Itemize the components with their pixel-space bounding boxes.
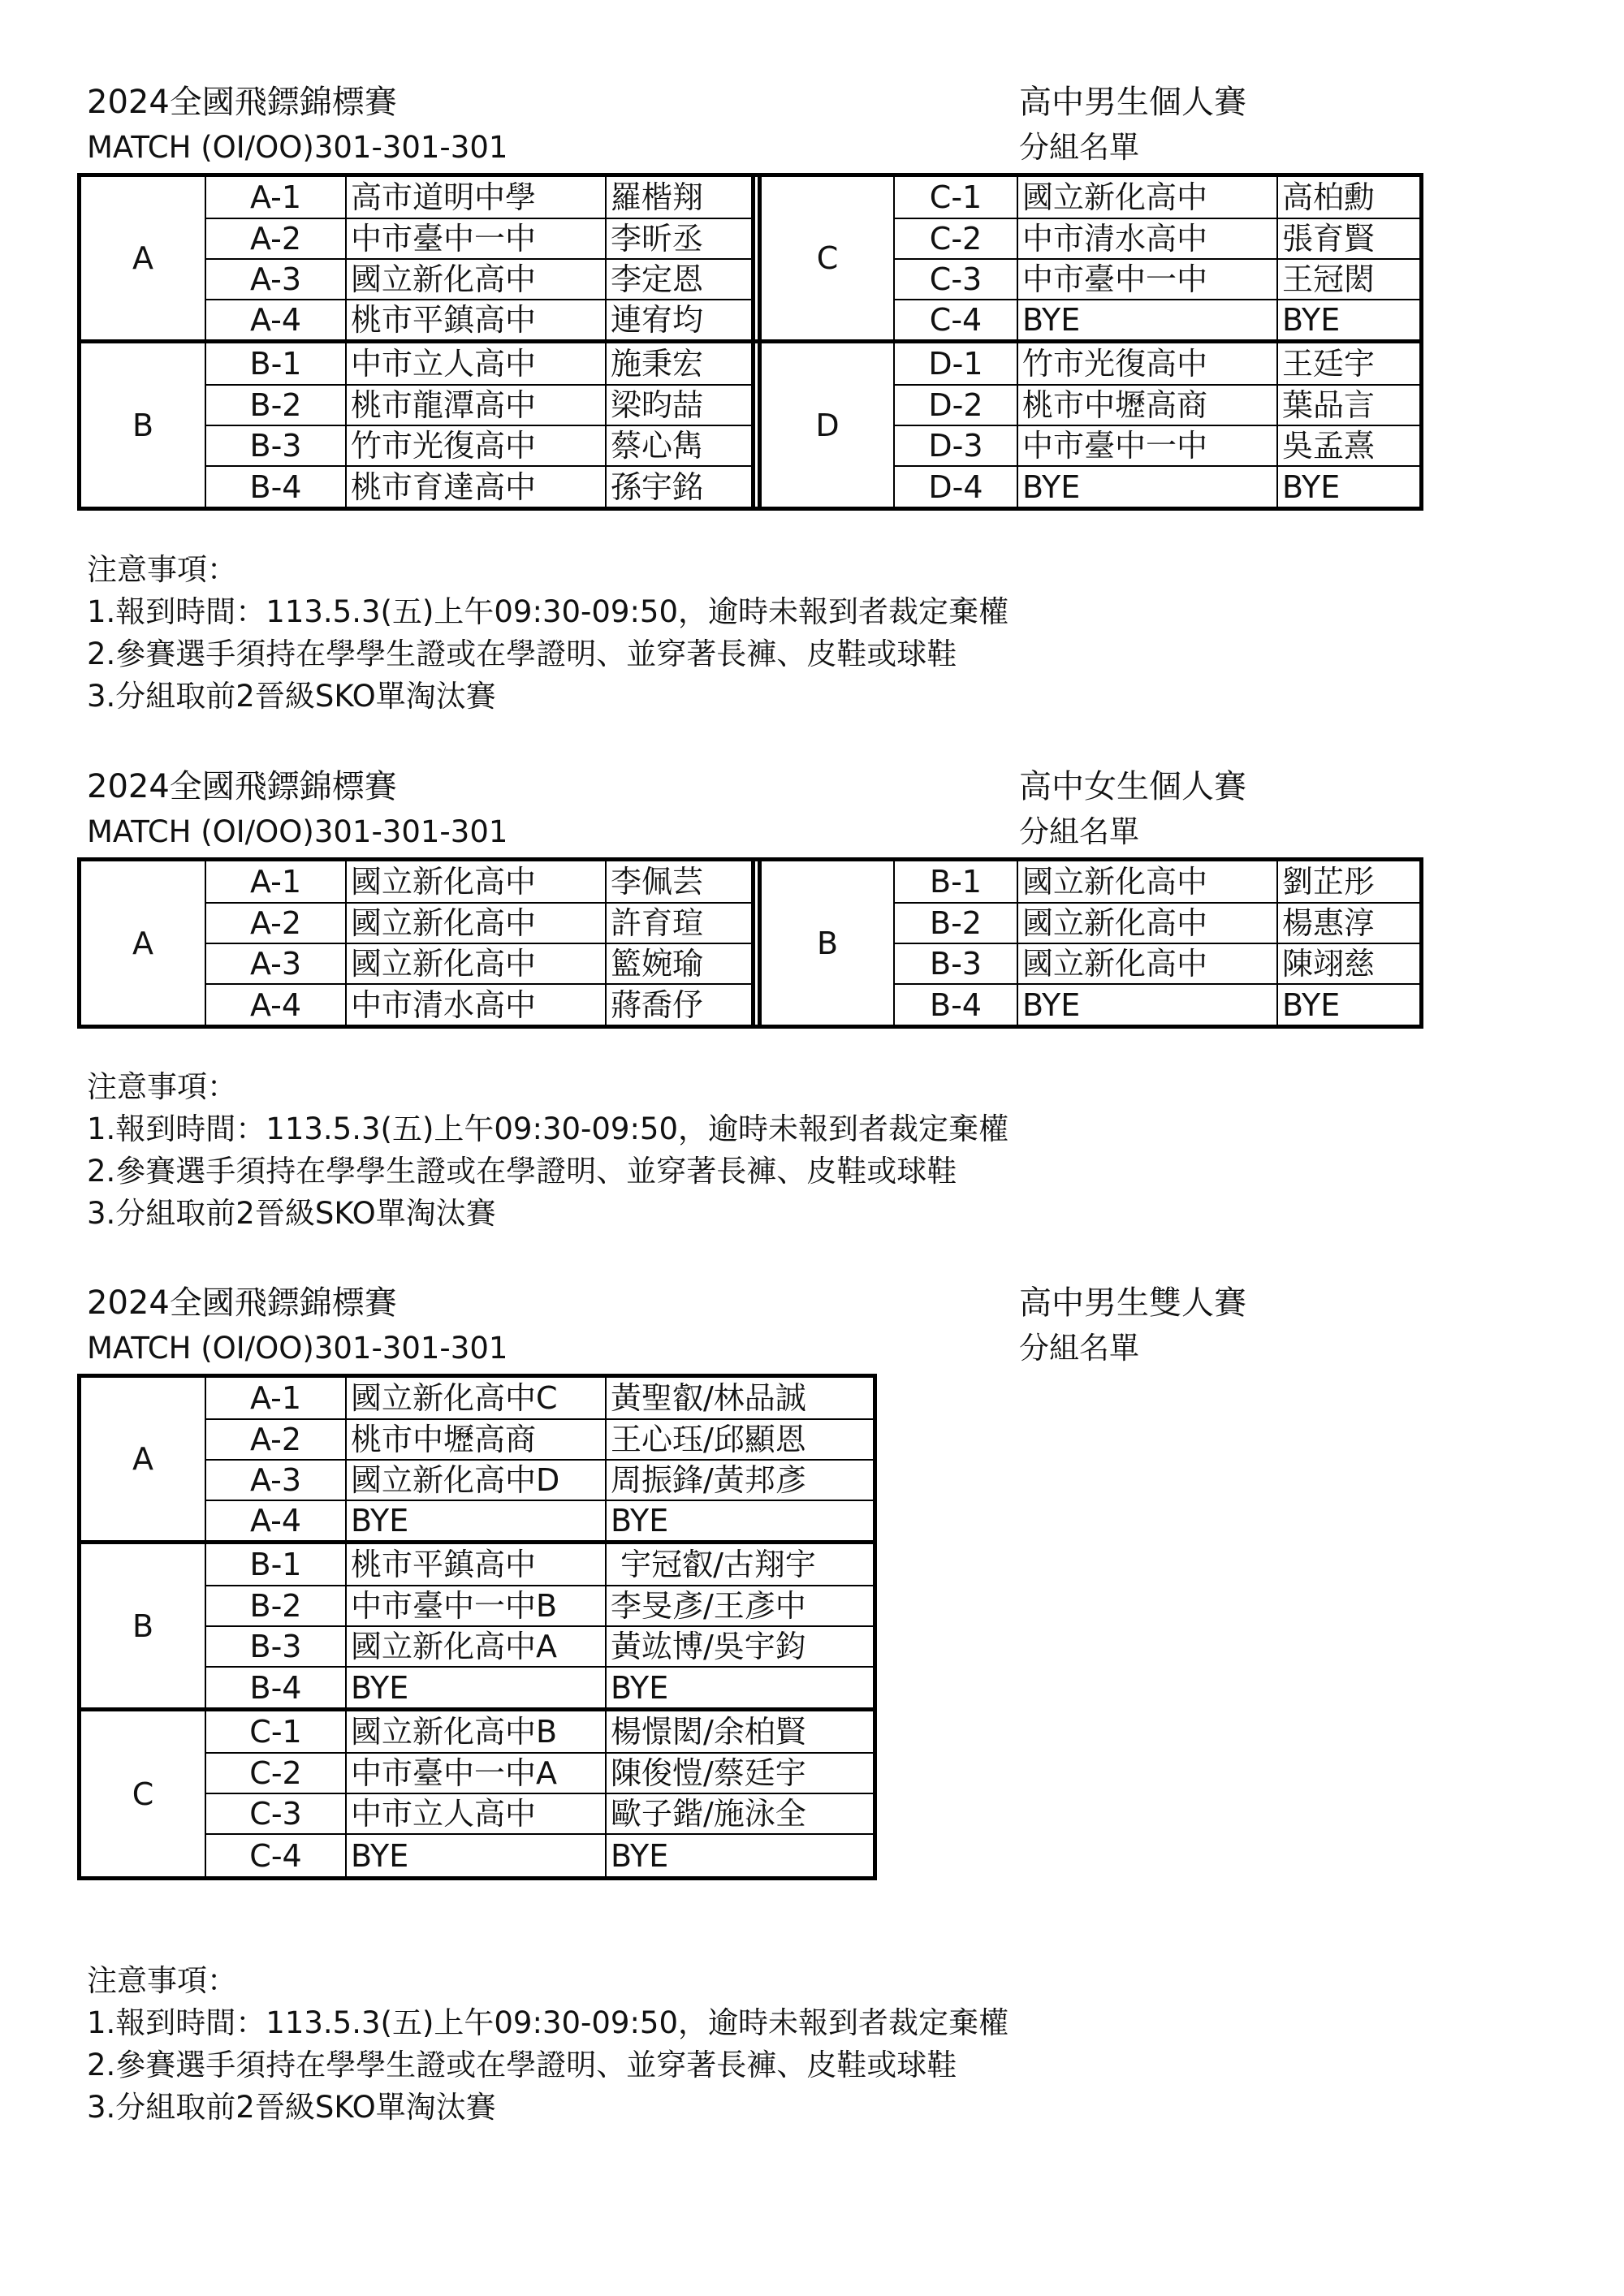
seed-cell: C-4 <box>249 1837 302 1874</box>
team-cell: 國立新化高中A <box>351 1629 557 1664</box>
seed-cell: A-1 <box>249 864 302 900</box>
notes-item: 1.報到時間：113.5.3(五)上午09:30-09:50，逾時未報到者裁定棄權 <box>87 2005 1009 2040</box>
players-cell: 王心珏/邱顯恩 <box>611 1422 806 1457</box>
school-cell: BYE <box>1022 468 1081 505</box>
school-cell: 中市清水高中 <box>351 986 537 1023</box>
seed-cell: B-1 <box>249 1547 302 1582</box>
seed-cell: D-3 <box>928 428 983 464</box>
notes-item: 1.報到時間：113.5.3(五)上午09:30-09:50，逾時未報到者裁定棄權 <box>87 1111 1009 1146</box>
player-cell: 張育賢 <box>1282 221 1376 257</box>
group-label: B <box>132 407 154 443</box>
school-cell: 國立新化高中 <box>351 864 537 900</box>
seed-cell: A-1 <box>249 179 302 215</box>
team-cell: BYE <box>351 1837 409 1874</box>
players-cell: 宇冠叡/古翔宇 <box>611 1547 816 1582</box>
seed-cell: B-3 <box>249 428 302 464</box>
section-2-match: MATCH (OI/OO)301-301-301 <box>87 814 508 849</box>
player-cell: 王廷宇 <box>1282 346 1376 382</box>
player-cell: 吳孟熹 <box>1282 428 1376 464</box>
school-cell: 中市清水高中 <box>1022 221 1208 257</box>
team-cell: 桃市平鎮高中 <box>351 1547 537 1582</box>
seed-cell: A-2 <box>249 905 302 941</box>
group-label: D <box>815 407 840 443</box>
school-cell: 中市立人高中 <box>351 346 537 382</box>
notes-item: 2.參賽選手須持在學學生證或在學證明、並穿著長褲、皮鞋或球鞋 <box>87 1154 957 1189</box>
group-label: B <box>816 925 839 961</box>
seed-cell: C-1 <box>249 1714 302 1750</box>
player-cell: 蔡心雋 <box>611 428 704 464</box>
seed-cell: A-3 <box>249 261 302 297</box>
player-cell: 葉品言 <box>1282 387 1376 423</box>
notes-item: 3.分組取前2晉級SKO單淘汰賽 <box>87 2090 496 2125</box>
notes-item: 2.參賽選手須持在學學生證或在學證明、並穿著長褲、皮鞋或球鞋 <box>87 2048 957 2082</box>
seed-cell: A-3 <box>249 946 302 982</box>
player-cell: 蔣喬伃 <box>611 986 704 1023</box>
notes-item: 1.報到時間：113.5.3(五)上午09:30-09:50，逾時未報到者裁定棄權 <box>87 594 1009 629</box>
school-cell: 中市臺中一中 <box>1022 428 1208 464</box>
section-3-notes <box>87 1960 1009 2129</box>
school-cell: 中市臺中一中 <box>1022 261 1208 297</box>
seed-cell: C-4 <box>929 302 983 338</box>
group-label: A <box>132 925 153 961</box>
player-cell: 高柏勳 <box>1282 179 1376 215</box>
players-cell: 黃聖叡/林品誠 <box>611 1380 806 1416</box>
player-cell: 連宥均 <box>611 302 704 338</box>
notes-item: 3.分組取前2晉級SKO單淘汰賽 <box>87 1196 496 1231</box>
player-cell: 王冠閎 <box>1282 261 1376 297</box>
team-cell: 國立新化高中D <box>351 1462 560 1498</box>
group-label: C <box>132 1776 154 1812</box>
notes-heading: 注意事項： <box>87 1963 237 1998</box>
school-cell: BYE <box>1022 986 1081 1023</box>
school-cell: 竹市光復高中 <box>1022 346 1208 382</box>
section-1-title: 2024全國飛鏢錦標賽 <box>87 84 397 121</box>
players-cell: 楊憬閎/余柏賢 <box>611 1714 806 1750</box>
section-1-group-table <box>77 173 1423 511</box>
notes-heading: 注意事項： <box>87 1069 237 1104</box>
seed-cell: D-4 <box>928 468 983 505</box>
school-cell: 桃市中壢高商 <box>1022 387 1208 423</box>
players-cell: BYE <box>611 1669 669 1706</box>
school-cell: 國立新化高中 <box>1022 905 1208 941</box>
seed-cell: A-4 <box>249 1503 302 1539</box>
seed-cell: D-1 <box>928 346 983 382</box>
players-cell: 周振鋒/黃邦彥 <box>611 1462 806 1498</box>
school-cell: 桃市育達高中 <box>351 468 537 505</box>
school-cell: 高市道明中學 <box>351 179 537 215</box>
section-2-notes <box>87 1066 1009 1235</box>
team-cell: BYE <box>351 1503 409 1539</box>
seed-cell: B-4 <box>249 1669 302 1706</box>
players-cell: 黃竑博/吳宇鈞 <box>611 1629 806 1664</box>
seed-cell: A-4 <box>249 986 302 1023</box>
school-cell: BYE <box>1022 302 1081 338</box>
player-cell: 籃婉瑜 <box>611 946 704 982</box>
school-cell: 國立新化高中 <box>1022 864 1208 900</box>
section-3-list-label: 分組名單 <box>1019 1331 1139 1366</box>
seed-cell: B-1 <box>930 864 982 900</box>
seed-cell: A-4 <box>249 302 302 338</box>
section-1-match: MATCH (OI/OO)301-301-301 <box>87 130 508 165</box>
section-1-notes <box>87 549 1009 718</box>
school-cell: 中市臺中一中 <box>351 221 537 257</box>
school-cell: 國立新化高中 <box>1022 179 1208 215</box>
players-cell: BYE <box>611 1503 669 1539</box>
section-3-group-table <box>77 1374 877 1880</box>
seed-cell: B-2 <box>930 905 982 941</box>
seed-cell: A-2 <box>249 1422 302 1457</box>
player-cell: 劉芷彤 <box>1282 864 1376 900</box>
seed-cell: C-3 <box>929 261 983 297</box>
seed-cell: B-2 <box>249 1588 302 1624</box>
players-cell: 歐子鍇/施泳全 <box>611 1796 806 1832</box>
players-cell: BYE <box>611 1837 669 1874</box>
section-3-title: 2024全國飛鏢錦標賽 <box>87 1284 397 1322</box>
notes-heading: 注意事項： <box>87 552 237 587</box>
seed-cell: A-1 <box>249 1380 302 1416</box>
school-cell: 竹市光復高中 <box>351 428 537 464</box>
section-2-event: 高中女生個人賽 <box>1019 768 1246 805</box>
seed-cell: B-1 <box>249 346 302 382</box>
section-1-event: 高中男生個人賽 <box>1019 84 1246 121</box>
group-label: B <box>132 1608 154 1644</box>
seed-cell: A-3 <box>249 1462 302 1498</box>
notes-item: 2.參賽選手須持在學學生證或在學證明、並穿著長褲、皮鞋或球鞋 <box>87 637 957 671</box>
group-label: A <box>132 1441 153 1477</box>
seed-cell: C-2 <box>929 221 983 257</box>
group-label: C <box>816 240 839 276</box>
section-2-group-table <box>77 857 1423 1029</box>
player-cell: BYE <box>1282 302 1341 338</box>
team-cell: 國立新化高中B <box>351 1714 558 1750</box>
group-label: A <box>132 240 153 276</box>
team-cell: 中市臺中一中B <box>351 1588 558 1624</box>
seed-cell: C-1 <box>929 179 983 215</box>
seed-cell: C-2 <box>249 1755 302 1791</box>
seed-cell: D-2 <box>928 387 983 423</box>
school-cell: 國立新化高中 <box>351 261 537 297</box>
school-cell: 桃市平鎮高中 <box>351 302 537 338</box>
school-cell: 桃市龍潭高中 <box>351 387 537 423</box>
seed-cell: C-3 <box>249 1796 302 1832</box>
player-cell: 羅楷翔 <box>611 179 704 215</box>
school-cell: 國立新化高中 <box>351 946 537 982</box>
school-cell: 國立新化高中 <box>351 905 537 941</box>
school-cell: 國立新化高中 <box>1022 946 1208 982</box>
player-cell: BYE <box>1282 468 1341 505</box>
team-cell: 桃市中壢高商 <box>351 1422 537 1457</box>
seed-cell: B-4 <box>249 468 302 505</box>
player-cell: 梁昀喆 <box>611 387 704 423</box>
seed-cell: B-3 <box>249 1629 302 1664</box>
section-3-event: 高中男生雙人賽 <box>1019 1284 1246 1322</box>
section-3-match: MATCH (OI/OO)301-301-301 <box>87 1331 508 1366</box>
players-cell: 陳俊愷/蔡廷宇 <box>611 1755 806 1791</box>
section-2-title: 2024全國飛鏢錦標賽 <box>87 768 397 805</box>
player-cell: 施秉宏 <box>611 346 704 382</box>
seed-cell: B-4 <box>930 986 982 1023</box>
notes-item: 3.分組取前2晉級SKO單淘汰賽 <box>87 679 496 714</box>
seed-cell: B-2 <box>249 387 302 423</box>
player-cell: 楊惠淳 <box>1282 905 1376 941</box>
section-1-list-label: 分組名單 <box>1019 130 1139 165</box>
section-2-list-label: 分組名單 <box>1019 814 1139 849</box>
team-cell: 國立新化高中C <box>351 1380 558 1416</box>
player-cell: 李昕丞 <box>611 221 704 257</box>
player-cell: BYE <box>1282 986 1341 1023</box>
player-cell: 李佩芸 <box>611 864 704 900</box>
player-cell: 許育瑄 <box>611 905 704 941</box>
team-cell: 中市立人高中 <box>351 1796 537 1832</box>
team-cell: BYE <box>351 1669 409 1706</box>
seed-cell: A-2 <box>249 221 302 257</box>
player-cell: 陳翊慈 <box>1282 946 1376 982</box>
player-cell: 孫宇銘 <box>611 468 704 505</box>
player-cell: 李定恩 <box>611 261 704 297</box>
seed-cell: B-3 <box>930 946 982 982</box>
team-cell: 中市臺中一中A <box>351 1755 557 1791</box>
players-cell: 李旻彥/王彥中 <box>611 1588 806 1624</box>
